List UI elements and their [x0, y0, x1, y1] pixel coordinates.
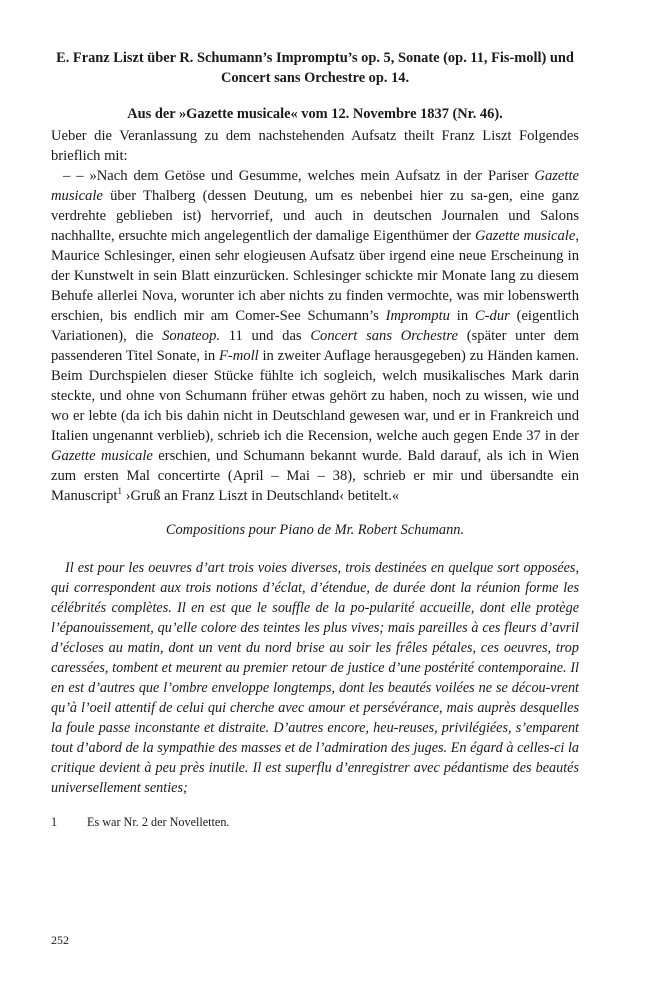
page-body	[51, 48, 579, 830]
french-paragraph: Il est pour les oeuvres d’art trois voies diverses, trois destinées en quelque sort opposées, qui correspondent aux trois notions d’éclat, d’étendue, de durée dont la réunion forme les célébrités complètes. Il en est que le souffle de la po-pularité accueille, dont elle protège l’épanouissement, qu’elle colore des teintes les plus vives; mais pareilles à ces fleurs d’avril d’écloses au matin, dont un vent du nord brise au soir les frêles pétales, ces oeuvres, trop caressées, tombent et meurent au premier retour de justice d’une postérité contemporaine. Il en est d’autres que l’ombre enveloppe longtemps, dont les beautés voilées ne se décou-vrent qu’à l’oeil attentif de celui qui cherche avec amour et persévérance, mais auprès desquelles la foule passe inconstante et distraite. D’autres encore, heu-reuses, privilégiées, s’emparent tout d’abord de la sympathie des masses et de l’admiration des juges. En égard à celles-ci la critique devient à peu près inutile. Il est superflu d’enregistrer avec pédantisme des beautés universellement senties;	[51, 560, 579, 796]
section-heading: Compositions pour Piano de Mr. Robert Schumann.	[165, 522, 465, 538]
intro-first-line: Ueber die Veranlassung zu dem nachstehenden Aufsatz theilt Franz Liszt Folgendes brieflich mit:	[51, 128, 579, 164]
article-title: E. Franz Liszt über R. Schumann’s Impromptu’s op. 5, Sonate (op. 11, Fis-moll) und Concert sans Orchestre op. 14.	[56, 50, 574, 86]
intro-letter: – – »Nach dem Getöse und Gesumme, welches mein Aufsatz in der Pariser Gazette musicale über Thalberg (dessen Deutung, um es nebenbei hier zu sa-gen, eine ganz verdrehte geblieben ist) hervorrief, und auch in deutschen Journalen und Salons nachhallte, ersuchte mich angelegentlich der damalige Eigenthümer der Gazette musicale, Maurice Schlesinger, einen sehr elogieusen Aufsatz über irgend eine neue Erscheinung in der Kunstwelt in sein Blatt einzurücken. Schlesinger schickte mir Monate lang zu diesem Behufe allerlei Nova, worunter ich aber nichts zu finden vermochte, was mir lobenswerth erschien, bis endlich mir am Comer-See Schumann’s Impromptu in C-dur (eigentlich Variationen), die Sonateop. 11 und das Concert sans Orchestre (später unter dem passenderen Titel Sonate, in F-moll in zweiter Auflage herausgegeben) zu Händen kamen. Beim Durchspielen dieser Stücke fühlte ich sogleich, welch musikalisches Mark darin steckte, und ohne von Schumann früher etwas gehört zu haben, noch zu wissen, wie und wo er lebte (da ich bis dahin nicht in Deutschland gewesen war, und er in Frankreich und Italien ungenannt verblieb), schrieb ich die Recension, welche auch gegen Ende 37 in der Gazette musicale erschien, und Schumann bekannt wurde. Bald darauf, als ich in Wien zum ersten Mal concertirte (April – Mai – 38), schrieb er mir und übersandte ein Manuscript$^1$ ›Gruß an Franz Liszt in Deutschland‹ betitelt.«	[51, 168, 580, 504]
footnote-marker: 1	[117, 486, 122, 497]
page-number: 252	[51, 933, 69, 947]
article-source: Aus der »Gazette musicale« vom 12. Novembre 1837 (Nr. 46).	[127, 106, 503, 122]
footnote-text: Es war Nr. 2 der Novelletten.	[87, 815, 230, 829]
footnote	[51, 814, 579, 830]
footnote-number: 1	[51, 815, 58, 829]
intro-text	[51, 126, 579, 506]
